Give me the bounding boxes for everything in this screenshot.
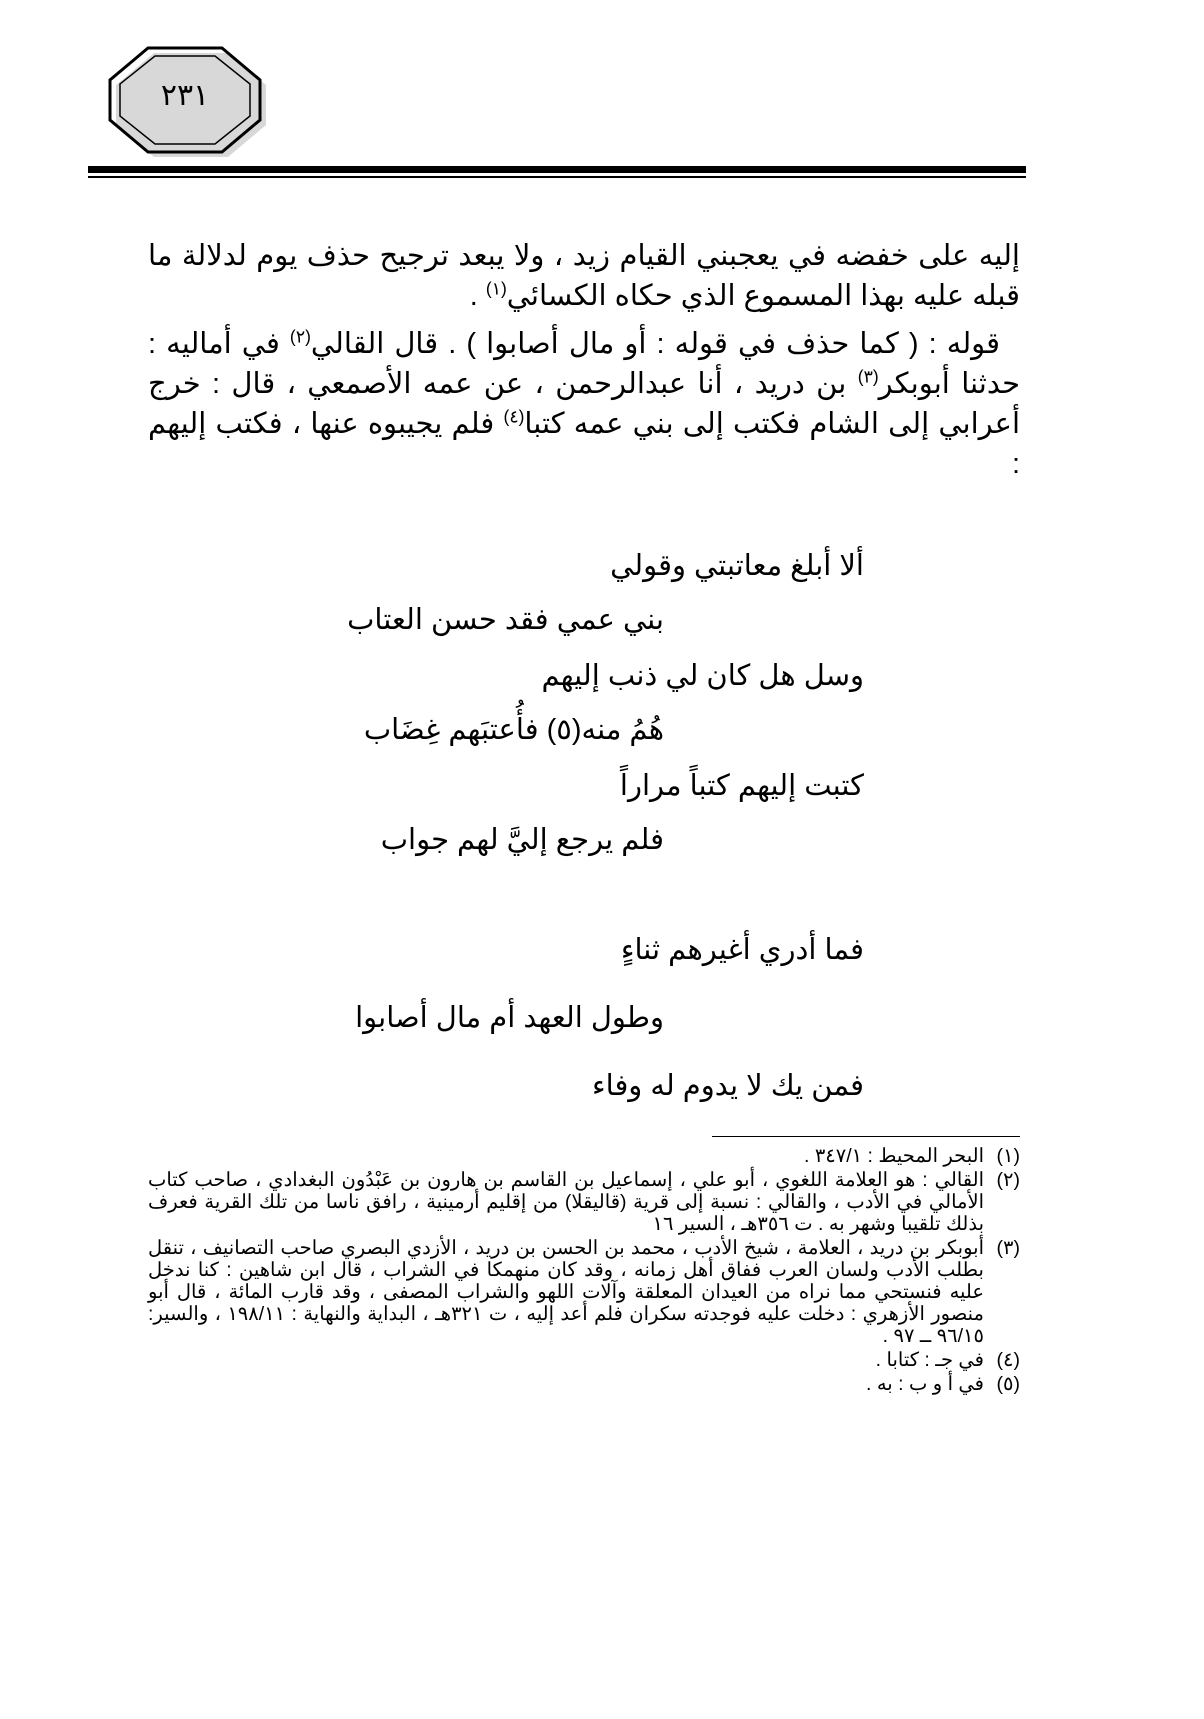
footnote-2: [148, 1169, 1020, 1235]
footnote-4: [148, 1349, 1020, 1371]
page-number: ٢٣١: [160, 79, 210, 112]
poem-line-2: بني عمي فقد حسن العتاب: [347, 604, 664, 636]
poem-line-9: فمن يك لا يدوم له وفاء: [591, 1070, 864, 1102]
header-rule-thick: [88, 166, 1026, 173]
footnote-text: في جـ : كتابا .: [875, 1349, 984, 1371]
footnote-separator: [712, 1136, 1020, 1137]
footnote-5: [148, 1373, 1020, 1395]
footnote-ref-4[interactable]: (٤): [503, 406, 525, 427]
text-run: بن دريد ، أنا عبدالرحمن ، عن عمه الأصمعي ، قال : خرج أعرابي إلى الشام فكتب إلى بني عمه كتبا: [148, 368, 1021, 440]
poem-line-3: وسل هل كان لي ذنب إليهم: [541, 660, 864, 692]
text-run: قوله : ( كما حذف في قوله : أو مال أصابوا ) . قال القالي: [310, 328, 1000, 360]
footnote-text: القالي : هو العلامة اللغوي ، أبو علي ، إسماعيل بن القاسم بن هارون بن عَبْدُون البغدادي ، صاحب كتاب الأمالي في الأدب ، والقالي : نسبة إلى قرية (قاليقلا) من إقليم أرمينية ، رافق ناسا من تلك القرية فعرف بذلك تلقيبا وشهر به . ت ٣٥٦هـ ، السير ١٦: [148, 1169, 984, 1235]
page-number-badge: [100, 40, 270, 160]
body-paragraph-1: [148, 236, 1020, 316]
poem-line-5: كتبت إليهم كتباً مراراً: [619, 770, 864, 802]
poem-line-1: ألا أبلغ معاتبتي وقولي: [610, 550, 864, 582]
footnote-text: أبوبكر بن دريد ، العلامة ، شيخ الأدب ، محمد بن الحسن بن دريد ، الأزدي البصري صاحب التصانيف ، تنقل بطلب الأدب ولسان العرب ففاق أهل زمانه ، وقد كان منهمكا في الشراب ، قال ابن شاهين : كنا ندخل عليه فنستحي مما نراه من العيدان المعلقة وآلات اللهو والشراب المصفى ، وقد قارب المائة ، قال أبو منصور الأزهري : دخلت عليه فوجدته سكران فلم أعد إليه ، ت ٣٢١هـ ، البداية والنهاية : ١٩٨/١١ ، والسير: ٩٦/١٥ ــ ٩٧ .: [148, 1237, 984, 1347]
footnote-1: [148, 1145, 1020, 1167]
footnote-ref-1[interactable]: (١): [485, 278, 507, 299]
poem-line-4: هُمُ منه(٥) فأُعتبَهم غِضَاب: [363, 714, 664, 746]
footnote-number: (٥): [996, 1373, 1020, 1395]
footnote-3: [148, 1237, 1020, 1347]
footnote-number: (٣): [996, 1237, 1020, 1259]
body-paragraph-2: [148, 324, 1020, 484]
footnote-text: في أ و ب : به .: [866, 1373, 984, 1395]
text-run: .: [469, 280, 486, 312]
header-rule-thin: [88, 176, 1026, 178]
footnotes: [148, 1145, 1020, 1397]
body-text: [148, 236, 1020, 484]
footnote-ref-3[interactable]: (٣): [857, 366, 879, 387]
footnote-number: (٤): [996, 1349, 1020, 1371]
footnote-number: (٢): [996, 1169, 1020, 1191]
text-run: في أماليه : حدثنا أبوبكر: [148, 328, 1021, 400]
text-run: فلم يجيبوه عنها ، فكتب إليهم :: [148, 408, 1020, 480]
footnote-ref-2[interactable]: (٢): [289, 326, 311, 347]
poem-line-8: وطول العهد أم مال أصابوا: [355, 1002, 664, 1034]
footnote-text: البحر المحيط : ٣٤٧/١ .: [803, 1145, 984, 1167]
poem-line-7: فما أدري أغيرهم ثناءٍ: [620, 934, 864, 966]
text-run: إليه على خفضه في يعجبني القيام زيد ، ولا يبعد ترجيح حذف يوم لدلالة ما قبله عليه بهذا المسموع الذي حكاه الكسائي: [148, 240, 1020, 312]
footnote-number: (١): [996, 1145, 1020, 1167]
poem-line-6: فلم يرجع إليَّ لهم جواب: [380, 824, 664, 856]
